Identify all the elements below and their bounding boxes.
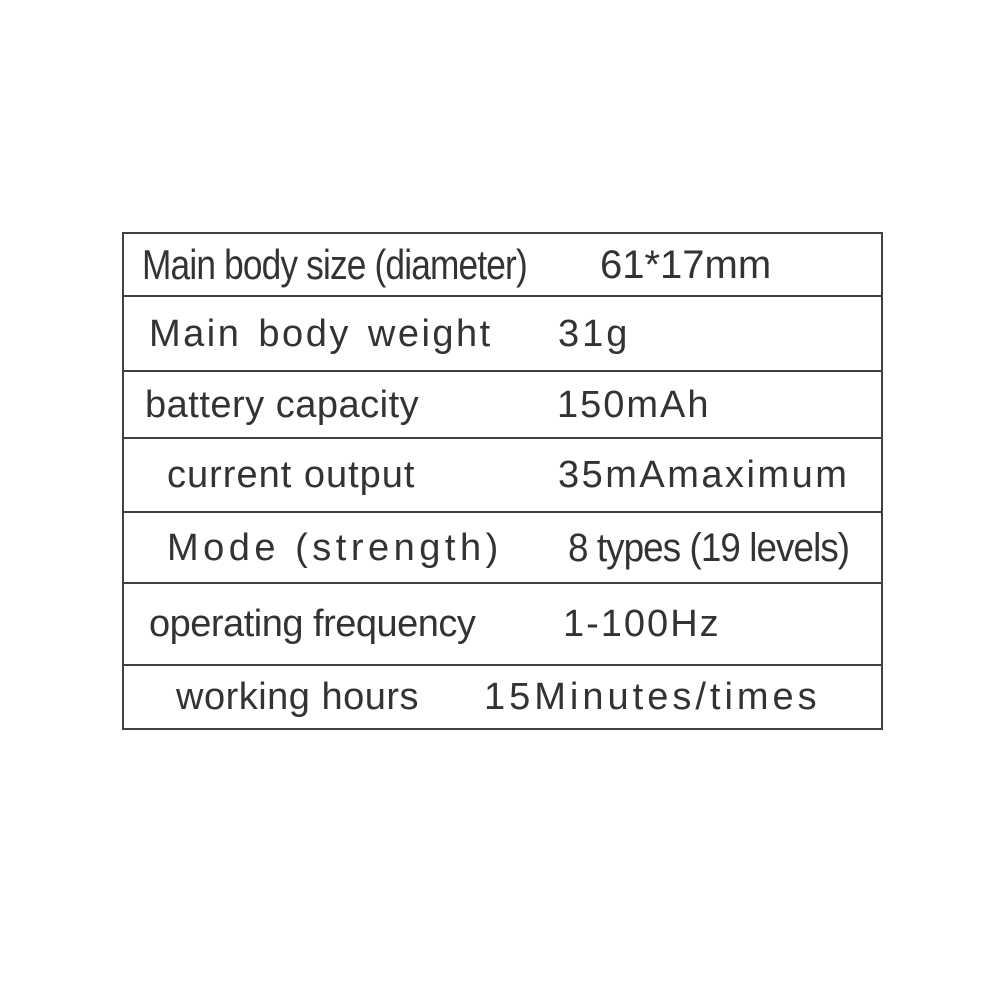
spec-label: current output	[167, 454, 416, 496]
specification-table	[122, 232, 883, 730]
spec-value: 15Minutes/times	[484, 676, 821, 718]
spec-row-mode-strength	[124, 511, 881, 582]
spec-row-main-body-size	[124, 234, 881, 295]
spec-row-working-hours	[124, 664, 881, 728]
spec-value: 35mAmaximum	[558, 454, 850, 496]
spec-row-main-body-weight	[124, 295, 881, 370]
spec-row-operating-frequency	[124, 582, 881, 664]
spec-value: 150mAh	[557, 383, 711, 426]
spec-label: working hours	[176, 676, 420, 718]
spec-row-battery-capacity	[124, 370, 881, 437]
spec-row-current-output	[124, 437, 881, 511]
spec-label: battery capacity	[145, 383, 420, 426]
spec-value: 31g	[558, 312, 631, 355]
spec-label: Main body weight	[149, 312, 493, 355]
spec-label: Main body size (diameter)	[142, 240, 527, 288]
spec-value: 8 types (19 levels)	[568, 525, 850, 570]
spec-label: Mode (strength)	[167, 526, 503, 569]
spec-value: 1-100Hz	[563, 603, 721, 645]
spec-label: operating frequency	[149, 603, 476, 645]
spec-value: 61*17mm	[600, 242, 772, 287]
